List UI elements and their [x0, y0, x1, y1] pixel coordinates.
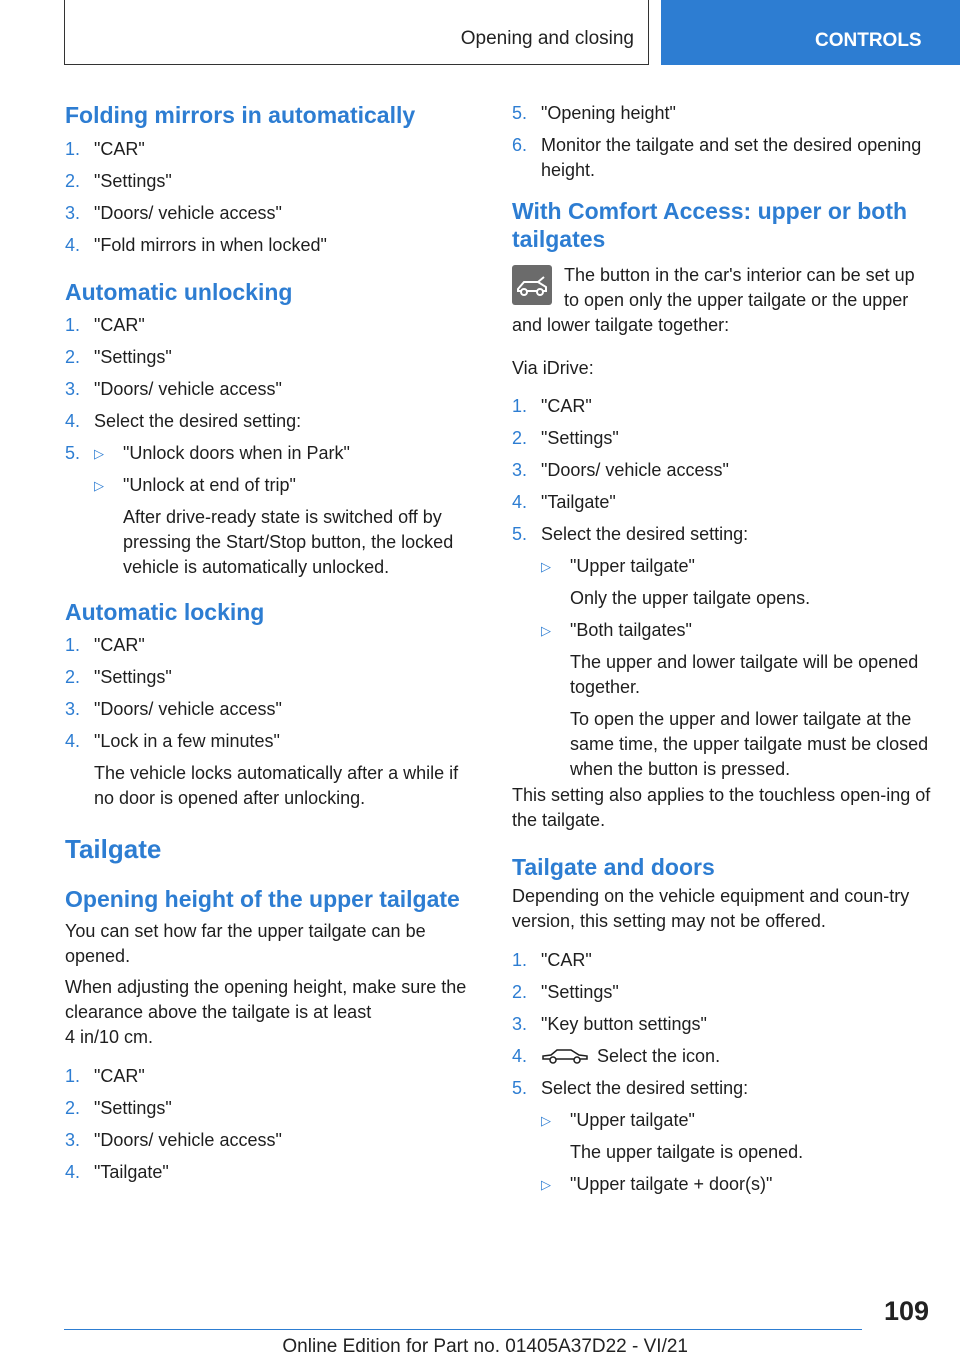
list-item: 4. "Tailgate" [512, 492, 616, 512]
bullet-item: ▷ "Both tailgates" The upper and lower tailgate will be opened together. To open the upper and lower tailgate at the same time, the upper tailgate must be closed when the button is pressed. [541, 618, 932, 782]
list-item: 3. "Doors/ vehicle access" [512, 460, 729, 480]
triangle-icon: ▷ [94, 478, 104, 493]
footer-divider [64, 1329, 862, 1330]
lock-heading: Automatic locking [65, 599, 265, 625]
chapter-label: CONTROLS [815, 30, 922, 51]
list-item: 4. Select the icon. [512, 1046, 721, 1066]
height-paragraph-2: When adjusting the opening height, make sure the clearance above the tailgate is at least 4 in/10 cm. [65, 977, 467, 1047]
list-item: 1. "CAR" [65, 635, 145, 655]
list-item: 3. "Key button settings" [512, 1014, 707, 1034]
list-item: 2. "Settings" [65, 171, 172, 191]
triangle-icon: ▷ [94, 446, 104, 461]
triangle-icon: ▷ [541, 1113, 551, 1128]
edition-text: Online Edition for Part no. 01405A37D22 - VI/21 [282, 1336, 688, 1357]
height-paragraph-1: You can set how far the upper tailgate can be opened. [65, 921, 426, 966]
option-description: The upper tailgate is opened. [570, 1142, 804, 1162]
car-side-icon [541, 1047, 589, 1065]
comfort-steps [512, 394, 932, 782]
height-steps [65, 1064, 483, 1185]
bullet-item: ▷ "Upper tailgate + door(s)" [541, 1172, 932, 1197]
list-item: 4. "Tailgate" [65, 1162, 169, 1182]
comfort-paragraph: The button in the car's interior can be set up to open only the upper tailgate or the upper and lower tailgate together: [512, 265, 915, 335]
list-item: 3. "Doors/ vehicle access" [65, 203, 282, 223]
folding-heading: Folding mirrors in automatically [65, 102, 416, 128]
height-heading: Opening height of the upper tailgate [65, 886, 460, 912]
triangle-icon: ▷ [541, 559, 551, 574]
page-number: 109 [883, 1296, 929, 1326]
list-item: 5. "Opening height" [512, 103, 676, 123]
doors-paragraph: Depending on the vehicle equipment and coun-try version, this setting may not be offered. [512, 886, 910, 931]
doors-heading: Tailgate and doors [512, 854, 715, 880]
option-description: Only the upper tailgate opens. [570, 588, 811, 608]
car-tailgate-icon [512, 265, 552, 305]
lock-steps [65, 633, 483, 811]
comfort-heading: With Comfort Access: upper or both tailgates [512, 198, 908, 252]
chapter-tab[interactable] [661, 0, 960, 65]
unlock-heading: Automatic unlocking [65, 279, 293, 305]
list-item: 1. "CAR" [65, 1066, 145, 1086]
step-description: The vehicle locks automatically after a while if no door is opened after unlocking. [94, 763, 459, 808]
list-item: 2. "Settings" [512, 982, 619, 1002]
list-item: 3. "Doors/ vehicle access" [65, 1130, 282, 1150]
list-item: 4. "Fold mirrors in when locked" [65, 235, 327, 255]
option-description: After drive-ready state is switched off by pressing the Start/Stop button, the locked vehicle is automatically unlocked. [123, 507, 454, 577]
list-item: 2. "Settings" [65, 347, 172, 367]
list-item: 2. "Settings" [65, 1098, 172, 1118]
right-column [512, 101, 932, 1204]
bullet-item: ▷ "Unlock at end of trip" After drive-ready state is switched off by pressing the Start/Stop button, the locked vehicle is automatically unlocked. [94, 473, 483, 580]
header-frame [64, 0, 649, 65]
tailgate-heading: Tailgate [65, 834, 162, 864]
bullet-item: ▷ "Upper tailgate" The upper tailgate is opened. [541, 1108, 932, 1165]
list-item: 3. "Doors/ vehicle access" [65, 699, 282, 719]
list-item: 1. "CAR" [512, 950, 592, 970]
list-item: 2. "Settings" [65, 667, 172, 687]
list-item: 1. "CAR" [65, 139, 145, 159]
list-item: 1. "CAR" [512, 396, 592, 416]
height-steps-cont [512, 101, 932, 183]
bullet-item: ▷ "Unlock doors when in Park" [94, 441, 483, 466]
list-item: 2. "Settings" [512, 428, 619, 448]
list-item: 5. Select the desired setting: ▷ "Upper tailgate" Only the upper tailgate opens. ▷ "Both tailgates" The upper and lower tailgate will be opened together. To open the upper and lower tailgate at the same time, the upper tailgate must be closed when the button is pressed. [512, 522, 932, 782]
option-description: The upper and lower tailgate will be opened together. [570, 652, 919, 697]
list-item: 6. Monitor the tailgate and set the desired opening height. [512, 135, 922, 180]
doors-steps [512, 948, 932, 1197]
triangle-icon: ▷ [541, 1177, 551, 1192]
unlock-steps [65, 313, 483, 580]
folding-steps [65, 137, 483, 258]
list-item: 5. ▷ "Unlock doors when in Park" ▷ "Unlock at end of trip" After drive-ready state is switched off by pressing the Start/Stop button, the locked vehicle is automatically unlocked. [65, 441, 483, 580]
list-item: 4. "Lock in a few minutes" The vehicle locks automatically after a while if no door is opened after unlocking. [65, 729, 483, 811]
triangle-icon: ▷ [541, 623, 551, 638]
list-item: 1. "CAR" [65, 315, 145, 335]
list-item: 4. Select the desired setting: [65, 411, 302, 431]
option-description: To open the upper and lower tailgate at the same time, the upper tailgate must be closed when the button is pressed. [570, 709, 929, 779]
list-item: 5. Select the desired setting: ▷ "Upper tailgate" The upper tailgate is opened. ▷ "Upper tailgate + door(s)" [512, 1076, 932, 1197]
left-column [65, 101, 483, 1192]
touchless-paragraph: This setting also applies to the touchless open-ing of the tailgate. [512, 785, 931, 830]
section-title: Opening and closing [460, 28, 634, 49]
bullet-item: ▷ "Upper tailgate" Only the upper tailgate opens. [541, 554, 932, 611]
via-idrive: Via iDrive: [512, 358, 594, 378]
list-item: 3. "Doors/ vehicle access" [65, 379, 282, 399]
